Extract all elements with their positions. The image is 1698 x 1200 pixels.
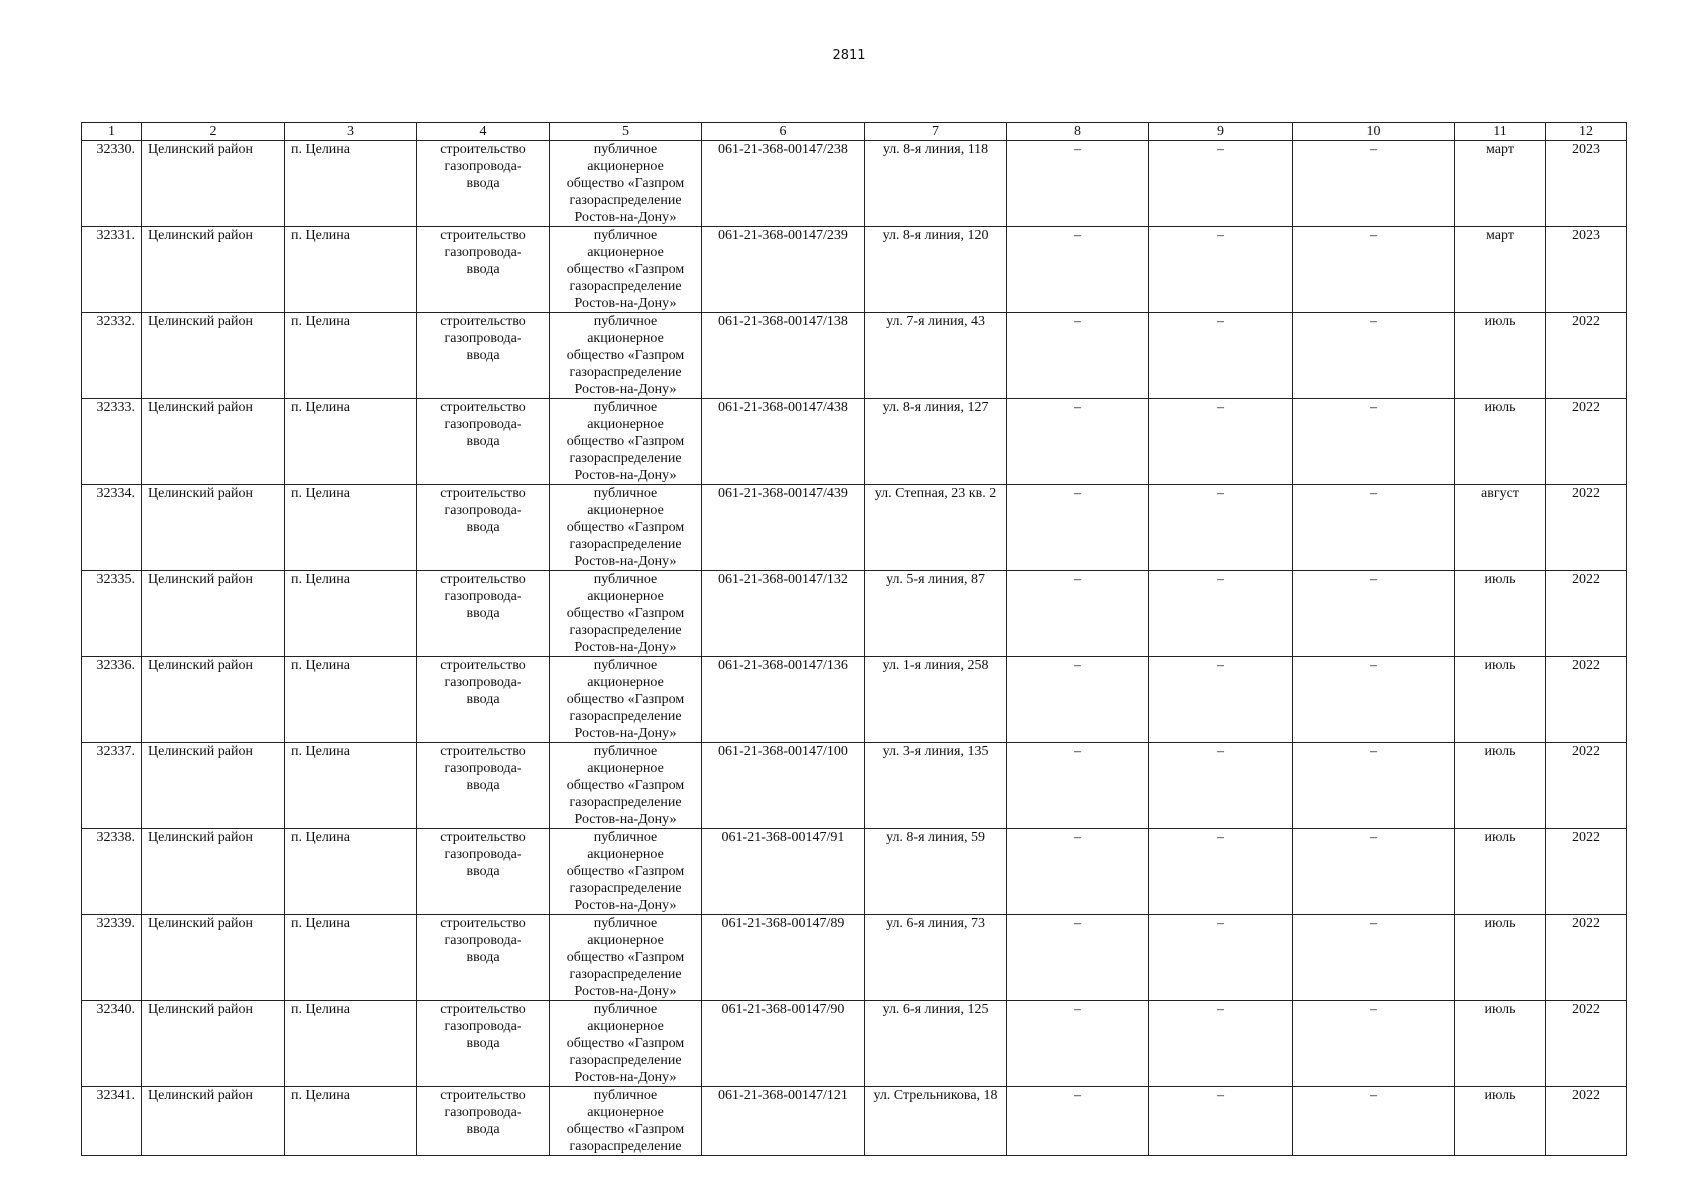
address-cell: ул. 1-я линия, 258 bbox=[865, 657, 1007, 743]
row-number: 32338. bbox=[82, 829, 142, 915]
organization-cell-line: общество «Газпром bbox=[566, 864, 685, 879]
month-cell: июль bbox=[1455, 915, 1546, 1001]
locality-cell: п. Целина bbox=[285, 829, 417, 915]
address-cell: ул. 6-я линия, 73 bbox=[865, 915, 1007, 1001]
code-cell: 061-21-368-00147/136 bbox=[702, 657, 865, 743]
month-cell: июль bbox=[1455, 313, 1546, 399]
address-cell: ул. 7-я линия, 43 bbox=[865, 313, 1007, 399]
year-cell: 2022 bbox=[1546, 399, 1627, 485]
year-cell: 2022 bbox=[1546, 657, 1627, 743]
work-type-cell bbox=[417, 915, 550, 1001]
row-number: 32340. bbox=[82, 1001, 142, 1087]
locality-cell: п. Целина bbox=[285, 657, 417, 743]
locality-cell: п. Целина bbox=[285, 227, 417, 313]
organization-cell-line: публичное bbox=[593, 658, 658, 673]
row-number: 32334. bbox=[82, 485, 142, 571]
locality-cell: п. Целина bbox=[285, 915, 417, 1001]
work-type-cell-line: ввода bbox=[466, 262, 500, 277]
work-type-cell bbox=[417, 829, 550, 915]
work-type-cell-line: газопровода- bbox=[444, 675, 522, 690]
work-type-cell-line: ввода bbox=[466, 950, 500, 965]
column-header: 7 bbox=[865, 123, 1007, 141]
organization-cell-line: газораспределение bbox=[569, 1139, 682, 1154]
district-cell: Целинский район bbox=[142, 227, 285, 313]
district-cell: Целинский район bbox=[142, 1087, 285, 1156]
organization-cell-line: публичное bbox=[593, 1088, 658, 1103]
organization-cell-line: публичное bbox=[593, 486, 658, 501]
organization-cell-line: общество «Газпром bbox=[566, 1036, 685, 1051]
row-number: 32330. bbox=[82, 141, 142, 227]
address-cell: ул. Степная, 23 кв. 2 bbox=[865, 485, 1007, 571]
year-cell: 2023 bbox=[1546, 227, 1627, 313]
month-cell: июль bbox=[1455, 571, 1546, 657]
organization-cell-line: газораспределение bbox=[569, 451, 682, 466]
organization-cell-line: газораспределение bbox=[569, 1053, 682, 1068]
col10-cell: – bbox=[1293, 657, 1455, 743]
organization-cell-line: Ростов-на-Дону» bbox=[574, 382, 677, 397]
col9-cell: – bbox=[1149, 1087, 1293, 1156]
work-type-cell-line: ввода bbox=[466, 692, 500, 707]
column-header: 8 bbox=[1007, 123, 1149, 141]
code-cell: 061-21-368-00147/89 bbox=[702, 915, 865, 1001]
address-cell: ул. Стрельникова, 18 bbox=[865, 1087, 1007, 1156]
organization-cell-line: публичное bbox=[593, 400, 658, 415]
work-type-cell-line: ввода bbox=[466, 348, 500, 363]
column-header: 12 bbox=[1546, 123, 1627, 141]
row-number: 32336. bbox=[82, 657, 142, 743]
locality-cell: п. Целина bbox=[285, 1001, 417, 1087]
col9-cell: – bbox=[1149, 915, 1293, 1001]
work-type-cell-line: строительство bbox=[440, 142, 526, 157]
work-type-cell-line: ввода bbox=[466, 606, 500, 621]
col8-cell: – bbox=[1007, 1087, 1149, 1156]
col9-cell: – bbox=[1149, 571, 1293, 657]
organization-cell-line: Ростов-на-Дону» bbox=[574, 812, 677, 827]
organization-cell-line: публичное bbox=[593, 142, 658, 157]
work-type-cell bbox=[417, 313, 550, 399]
work-type-cell bbox=[417, 141, 550, 227]
col8-cell: – bbox=[1007, 743, 1149, 829]
col8-cell: – bbox=[1007, 1001, 1149, 1087]
organization-cell-line: общество «Газпром bbox=[566, 262, 685, 277]
code-cell: 061-21-368-00147/100 bbox=[702, 743, 865, 829]
month-cell: июль bbox=[1455, 1001, 1546, 1087]
col10-cell: – bbox=[1293, 743, 1455, 829]
locality-cell: п. Целина bbox=[285, 1087, 417, 1156]
work-type-cell-line: строительство bbox=[440, 314, 526, 329]
address-cell: ул. 3-я линия, 135 bbox=[865, 743, 1007, 829]
organization-cell-line: Ростов-на-Дону» bbox=[574, 296, 677, 311]
year-cell: 2022 bbox=[1546, 743, 1627, 829]
organization-cell bbox=[550, 227, 702, 313]
district-cell: Целинский район bbox=[142, 313, 285, 399]
district-cell: Целинский район bbox=[142, 485, 285, 571]
organization-cell-line: Ростов-на-Дону» bbox=[574, 726, 677, 741]
organization-cell-line: акционерное bbox=[587, 589, 664, 604]
work-type-cell-line: строительство bbox=[440, 916, 526, 931]
col9-cell: – bbox=[1149, 141, 1293, 227]
work-type-cell-line: газопровода- bbox=[444, 245, 522, 260]
month-cell: март bbox=[1455, 141, 1546, 227]
work-type-cell-line: ввода bbox=[466, 520, 500, 535]
organization-cell-line: общество «Газпром bbox=[566, 434, 685, 449]
work-type-cell-line: ввода bbox=[466, 434, 500, 449]
organization-cell-line: акционерное bbox=[587, 933, 664, 948]
code-cell: 061-21-368-00147/132 bbox=[702, 571, 865, 657]
organization-cell bbox=[550, 829, 702, 915]
month-cell: август bbox=[1455, 485, 1546, 571]
organization-cell-line: публичное bbox=[593, 830, 658, 845]
locality-cell: п. Целина bbox=[285, 141, 417, 227]
work-type-cell-line: строительство bbox=[440, 400, 526, 415]
work-type-cell-line: строительство bbox=[440, 744, 526, 759]
organization-cell-line: общество «Газпром bbox=[566, 606, 685, 621]
month-cell: июль bbox=[1455, 829, 1546, 915]
organization-cell-line: Ростов-на-Дону» bbox=[574, 640, 677, 655]
organization-cell-line: газораспределение bbox=[569, 623, 682, 638]
column-header: 5 bbox=[550, 123, 702, 141]
year-cell: 2022 bbox=[1546, 1087, 1627, 1156]
column-header: 2 bbox=[142, 123, 285, 141]
district-cell: Целинский район bbox=[142, 915, 285, 1001]
month-cell: июль bbox=[1455, 657, 1546, 743]
code-cell: 061-21-368-00147/90 bbox=[702, 1001, 865, 1087]
code-cell: 061-21-368-00147/91 bbox=[702, 829, 865, 915]
district-cell: Целинский район bbox=[142, 571, 285, 657]
row-number: 32335. bbox=[82, 571, 142, 657]
work-type-cell bbox=[417, 571, 550, 657]
district-cell: Целинский район bbox=[142, 657, 285, 743]
col9-cell: – bbox=[1149, 485, 1293, 571]
code-cell: 061-21-368-00147/438 bbox=[702, 399, 865, 485]
col10-cell: – bbox=[1293, 915, 1455, 1001]
row-number: 32337. bbox=[82, 743, 142, 829]
year-cell: 2022 bbox=[1546, 829, 1627, 915]
locality-cell: п. Целина bbox=[285, 743, 417, 829]
organization-cell-line: Ростов-на-Дону» bbox=[574, 898, 677, 913]
work-type-cell bbox=[417, 743, 550, 829]
organization-cell bbox=[550, 313, 702, 399]
column-header: 4 bbox=[417, 123, 550, 141]
organization-cell-line: газораспределение bbox=[569, 365, 682, 380]
work-type-cell-line: ввода bbox=[466, 778, 500, 793]
work-type-cell-line: ввода bbox=[466, 1036, 500, 1051]
organization-cell-line: акционерное bbox=[587, 1105, 664, 1120]
work-type-cell-line: ввода bbox=[466, 176, 500, 191]
organization-cell-line: общество «Газпром bbox=[566, 176, 685, 191]
work-type-cell-line: газопровода- bbox=[444, 761, 522, 776]
work-type-cell bbox=[417, 1001, 550, 1087]
column-header: 10 bbox=[1293, 123, 1455, 141]
work-type-cell-line: газопровода- bbox=[444, 933, 522, 948]
work-type-cell-line: газопровода- bbox=[444, 847, 522, 862]
organization-cell bbox=[550, 571, 702, 657]
col9-cell: – bbox=[1149, 399, 1293, 485]
organization-cell-line: газораспределение bbox=[569, 709, 682, 724]
table-row bbox=[82, 485, 1627, 571]
year-cell: 2022 bbox=[1546, 915, 1627, 1001]
table-row bbox=[82, 829, 1627, 915]
organization-cell bbox=[550, 1001, 702, 1087]
organization-cell-line: общество «Газпром bbox=[566, 1122, 685, 1137]
organization-cell-line: общество «Газпром bbox=[566, 348, 685, 363]
col8-cell: – bbox=[1007, 571, 1149, 657]
organization-cell-line: акционерное bbox=[587, 675, 664, 690]
year-cell: 2022 bbox=[1546, 313, 1627, 399]
organization-cell-line: газораспределение bbox=[569, 193, 682, 208]
column-number-row bbox=[82, 123, 1627, 141]
column-header: 1 bbox=[82, 123, 142, 141]
table-row bbox=[82, 571, 1627, 657]
col9-cell: – bbox=[1149, 657, 1293, 743]
work-type-cell-line: строительство bbox=[440, 1088, 526, 1103]
year-cell: 2022 bbox=[1546, 1001, 1627, 1087]
row-number: 32339. bbox=[82, 915, 142, 1001]
organization-cell-line: акционерное bbox=[587, 331, 664, 346]
code-cell: 061-21-368-00147/238 bbox=[702, 141, 865, 227]
col10-cell: – bbox=[1293, 313, 1455, 399]
register-table bbox=[81, 122, 1627, 1156]
organization-cell-line: газораспределение bbox=[569, 279, 682, 294]
organization-cell-line: акционерное bbox=[587, 503, 664, 518]
organization-cell-line: Ростов-на-Дону» bbox=[574, 468, 677, 483]
table-row bbox=[82, 1087, 1627, 1156]
year-cell: 2022 bbox=[1546, 571, 1627, 657]
organization-cell-line: публичное bbox=[593, 744, 658, 759]
organization-cell-line: газораспределение bbox=[569, 967, 682, 982]
work-type-cell bbox=[417, 227, 550, 313]
organization-cell-line: публичное bbox=[593, 228, 658, 243]
address-cell: ул. 8-я линия, 127 bbox=[865, 399, 1007, 485]
table-row bbox=[82, 915, 1627, 1001]
table-row bbox=[82, 743, 1627, 829]
col8-cell: – bbox=[1007, 829, 1149, 915]
month-cell: июль bbox=[1455, 743, 1546, 829]
col8-cell: – bbox=[1007, 485, 1149, 571]
organization-cell-line: публичное bbox=[593, 916, 658, 931]
address-cell: ул. 5-я линия, 87 bbox=[865, 571, 1007, 657]
row-number: 32331. bbox=[82, 227, 142, 313]
locality-cell: п. Целина bbox=[285, 313, 417, 399]
organization-cell bbox=[550, 485, 702, 571]
organization-cell-line: Ростов-на-Дону» bbox=[574, 554, 677, 569]
organization-cell-line: газораспределение bbox=[569, 881, 682, 896]
work-type-cell bbox=[417, 1087, 550, 1156]
organization-cell bbox=[550, 1087, 702, 1156]
col10-cell: – bbox=[1293, 485, 1455, 571]
organization-cell-line: общество «Газпром bbox=[566, 778, 685, 793]
work-type-cell bbox=[417, 399, 550, 485]
work-type-cell bbox=[417, 485, 550, 571]
organization-cell-line: Ростов-на-Дону» bbox=[574, 1070, 677, 1085]
col10-cell: – bbox=[1293, 1001, 1455, 1087]
organization-cell-line: публичное bbox=[593, 572, 658, 587]
col8-cell: – bbox=[1007, 227, 1149, 313]
col8-cell: – bbox=[1007, 657, 1149, 743]
address-cell: ул. 8-я линия, 118 bbox=[865, 141, 1007, 227]
row-number: 32332. bbox=[82, 313, 142, 399]
col8-cell: – bbox=[1007, 141, 1149, 227]
organization-cell-line: общество «Газпром bbox=[566, 692, 685, 707]
district-cell: Целинский район bbox=[142, 1001, 285, 1087]
col8-cell: – bbox=[1007, 915, 1149, 1001]
col9-cell: – bbox=[1149, 743, 1293, 829]
work-type-cell-line: строительство bbox=[440, 228, 526, 243]
organization-cell-line: Ростов-на-Дону» bbox=[574, 210, 677, 225]
locality-cell: п. Целина bbox=[285, 485, 417, 571]
table-row bbox=[82, 227, 1627, 313]
work-type-cell-line: строительство bbox=[440, 1002, 526, 1017]
organization-cell-line: Ростов-на-Дону» bbox=[574, 984, 677, 999]
district-cell: Целинский район bbox=[142, 743, 285, 829]
work-type-cell-line: газопровода- bbox=[444, 159, 522, 174]
col10-cell: – bbox=[1293, 141, 1455, 227]
organization-cell-line: газораспределение bbox=[569, 795, 682, 810]
work-type-cell-line: газопровода- bbox=[444, 1019, 522, 1034]
organization-cell-line: газораспределение bbox=[569, 537, 682, 552]
col10-cell: – bbox=[1293, 399, 1455, 485]
year-cell: 2023 bbox=[1546, 141, 1627, 227]
work-type-cell-line: строительство bbox=[440, 830, 526, 845]
organization-cell-line: акционерное bbox=[587, 159, 664, 174]
district-cell: Целинский район bbox=[142, 829, 285, 915]
work-type-cell-line: газопровода- bbox=[444, 1105, 522, 1120]
work-type-cell-line: газопровода- bbox=[444, 417, 522, 432]
district-cell: Целинский район bbox=[142, 141, 285, 227]
organization-cell-line: публичное bbox=[593, 314, 658, 329]
district-cell: Целинский район bbox=[142, 399, 285, 485]
code-cell: 061-21-368-00147/138 bbox=[702, 313, 865, 399]
col9-cell: – bbox=[1149, 313, 1293, 399]
table-row bbox=[82, 399, 1627, 485]
organization-cell-line: акционерное bbox=[587, 761, 664, 776]
work-type-cell-line: ввода bbox=[466, 864, 500, 879]
month-cell: март bbox=[1455, 227, 1546, 313]
month-cell: июль bbox=[1455, 399, 1546, 485]
address-cell: ул. 6-я линия, 125 bbox=[865, 1001, 1007, 1087]
organization-cell bbox=[550, 915, 702, 1001]
organization-cell-line: общество «Газпром bbox=[566, 520, 685, 535]
locality-cell: п. Целина bbox=[285, 571, 417, 657]
col10-cell: – bbox=[1293, 1087, 1455, 1156]
col8-cell: – bbox=[1007, 399, 1149, 485]
work-type-cell-line: строительство bbox=[440, 486, 526, 501]
column-header: 6 bbox=[702, 123, 865, 141]
work-type-cell-line: газопровода- bbox=[444, 503, 522, 518]
work-type-cell-line: строительство bbox=[440, 572, 526, 587]
work-type-cell-line: газопровода- bbox=[444, 589, 522, 604]
code-cell: 061-21-368-00147/239 bbox=[702, 227, 865, 313]
address-cell: ул. 8-я линия, 59 bbox=[865, 829, 1007, 915]
address-cell: ул. 8-я линия, 120 bbox=[865, 227, 1007, 313]
work-type-cell-line: строительство bbox=[440, 658, 526, 673]
col9-cell: – bbox=[1149, 829, 1293, 915]
col10-cell: – bbox=[1293, 571, 1455, 657]
organization-cell bbox=[550, 399, 702, 485]
work-type-cell bbox=[417, 657, 550, 743]
code-cell: 061-21-368-00147/121 bbox=[702, 1087, 865, 1156]
table-row bbox=[82, 313, 1627, 399]
col10-cell: – bbox=[1293, 829, 1455, 915]
col10-cell: – bbox=[1293, 227, 1455, 313]
work-type-cell-line: газопровода- bbox=[444, 331, 522, 346]
organization-cell bbox=[550, 657, 702, 743]
code-cell: 061-21-368-00147/439 bbox=[702, 485, 865, 571]
row-number: 32333. bbox=[82, 399, 142, 485]
table-row bbox=[82, 1001, 1627, 1087]
col9-cell: – bbox=[1149, 227, 1293, 313]
column-header: 9 bbox=[1149, 123, 1293, 141]
column-header: 11 bbox=[1455, 123, 1546, 141]
year-cell: 2022 bbox=[1546, 485, 1627, 571]
organization-cell-line: акционерное bbox=[587, 417, 664, 432]
column-header: 3 bbox=[285, 123, 417, 141]
table-row bbox=[82, 141, 1627, 227]
organization-cell bbox=[550, 141, 702, 227]
col9-cell: – bbox=[1149, 1001, 1293, 1087]
organization-cell-line: общество «Газпром bbox=[566, 950, 685, 965]
col8-cell: – bbox=[1007, 313, 1149, 399]
table-row bbox=[82, 657, 1627, 743]
work-type-cell-line: ввода bbox=[466, 1122, 500, 1137]
organization-cell-line: акционерное bbox=[587, 245, 664, 260]
organization-cell-line: акционерное bbox=[587, 1019, 664, 1034]
page-number: 2811 bbox=[832, 48, 866, 63]
organization-cell-line: акционерное bbox=[587, 847, 664, 862]
row-number: 32341. bbox=[82, 1087, 142, 1156]
organization-cell-line: публичное bbox=[593, 1002, 658, 1017]
locality-cell: п. Целина bbox=[285, 399, 417, 485]
organization-cell bbox=[550, 743, 702, 829]
month-cell: июль bbox=[1455, 1087, 1546, 1156]
